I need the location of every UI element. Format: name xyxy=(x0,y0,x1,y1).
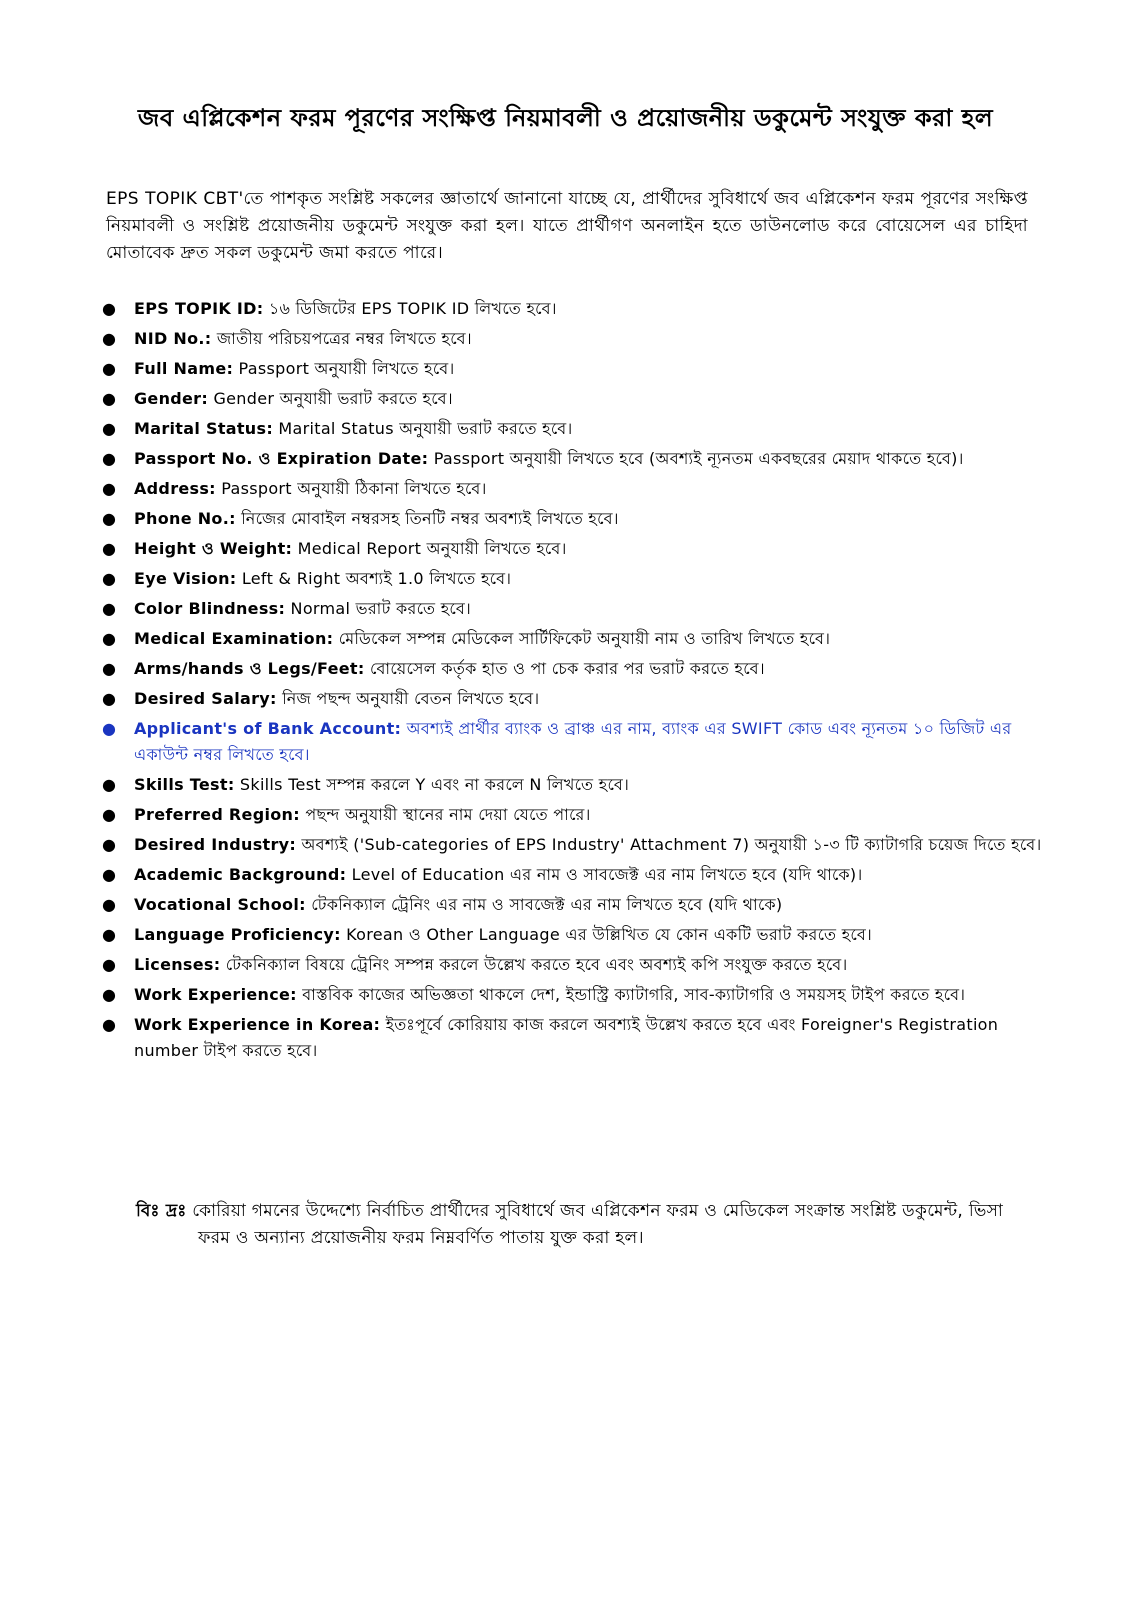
rule-text: Passport অনুযায়ী ঠিকানা লিখতে হবে। xyxy=(215,479,487,498)
rule-label: NID No.: xyxy=(134,329,212,348)
rule-item xyxy=(102,506,1052,532)
note-label: বিঃ দ্রঃ xyxy=(136,1201,187,1221)
rule-label: Marital Status: xyxy=(134,419,274,438)
rule-label: Phone No.: xyxy=(134,509,236,528)
rule-label: Licenses: xyxy=(134,955,221,974)
rule-text: অবশ্যই প্রার্থীর ব্যাংক ও ব্রাঞ্চ এর নাম, ব্যাংক এর SWIFT কোড এবং ন্যূনতম ১০ ডিজিট এর একাউন্ট নম্বর লিখতে হবে। xyxy=(134,719,1012,764)
rule-item xyxy=(102,716,1052,768)
rule-item xyxy=(102,922,1052,948)
rule-item xyxy=(102,416,1052,442)
bullet-icon: ● xyxy=(102,895,117,914)
rule-item xyxy=(102,862,1052,888)
rule-item xyxy=(102,566,1052,592)
rule-label: Applicant's of Bank Account: xyxy=(134,719,402,738)
rule-item xyxy=(102,1012,1052,1064)
rule-text: Skills Test সম্পন্ন করলে Y এবং না করলে N লিখতে হবে। xyxy=(234,775,630,794)
rule-text: Level of Education এর নাম ও সাবজেক্ট এর নাম লিখতে হবে (যদি থাকে)। xyxy=(346,865,863,884)
rule-item xyxy=(102,386,1052,412)
rule-text: Gender অনুযায়ী ভরাট করতে হবে। xyxy=(208,389,453,408)
bullet-icon: ● xyxy=(102,299,117,318)
rule-label: Gender: xyxy=(134,389,209,408)
rule-label: Eye Vision: xyxy=(134,569,237,588)
rule-label: EPS TOPIK ID: xyxy=(134,299,264,318)
rule-text: অবশ্যই ('Sub-categories of EPS Industry' Attachment 7) অনুযায়ী ১-৩ টি ক্যাটাগরি চয়েজ দিতে হবে। xyxy=(296,835,1042,854)
bullet-icon: ● xyxy=(102,569,117,588)
bullet-icon: ● xyxy=(102,479,117,498)
bullet-icon: ● xyxy=(102,389,117,408)
rule-item xyxy=(102,446,1052,472)
rule-item xyxy=(102,982,1052,1008)
rule-text: টেকনিক্যাল ট্রেনিং এর নাম ও সাবজেক্ট এর নাম লিখতে হবে (যদি থাকে) xyxy=(305,895,783,914)
rule-label: Height ও Weight: xyxy=(134,539,293,558)
rule-text: Left & Right অবশ্যই 1.0 লিখতে হবে। xyxy=(236,569,512,588)
rules-list xyxy=(102,296,1052,1068)
rule-label: Full Name: xyxy=(134,359,234,378)
bullet-icon: ● xyxy=(102,1015,117,1034)
rule-label: Address: xyxy=(134,479,216,498)
bullet-icon: ● xyxy=(102,539,117,558)
rule-label: Vocational School: xyxy=(134,895,306,914)
rule-item xyxy=(102,296,1052,322)
rule-label: Skills Test: xyxy=(134,775,235,794)
rule-text: Passport অনুযায়ী লিখতে হবে (অবশ্যই ন্যূনতম একবছরের মেয়াদ থাকতে হবে)। xyxy=(428,449,964,468)
rule-item xyxy=(102,326,1052,352)
rule-item xyxy=(102,626,1052,652)
rule-item xyxy=(102,772,1052,798)
rule-label: Medical Examination: xyxy=(134,629,334,648)
rule-label: Color Blindness: xyxy=(134,599,286,618)
bullet-icon: ● xyxy=(102,805,117,824)
rule-label: Academic Background: xyxy=(134,865,347,884)
rule-text: নিজ পছন্দ অনুযায়ী বেতন লিখতে হবে। xyxy=(276,689,540,708)
rule-label: Language Proficiency: xyxy=(134,925,341,944)
rule-text: বাস্তবিক কাজের অভিজ্ঞতা থাকলে দেশ, ইন্ডাস্ট্রি ক্যাটাগরি, সাব-ক্যাটাগরি ও সময়সহ টাইপ করতে হবে। xyxy=(296,985,966,1004)
bullet-icon: ● xyxy=(102,659,117,678)
rule-text: টেকনিক্যাল বিষয়ে ট্রেনিং সম্পন্ন করলে উল্লেখ করতে হবে এবং অবশ্যই কপি সংযুক্ত করতে হবে। xyxy=(220,955,848,974)
rule-item xyxy=(102,656,1052,682)
bullet-icon: ● xyxy=(102,835,117,854)
bullet-icon: ● xyxy=(102,925,117,944)
document-title: জব এপ্লিকেশন ফরম পূরণের সংক্ষিপ্ত নিয়মাবলী ও প্রয়োজনীয় ডকুমেন্ট সংযুক্ত করা হল xyxy=(137,104,994,132)
rule-text: Medical Report অনুযায়ী লিখতে হবে। xyxy=(292,539,567,558)
bullet-icon: ● xyxy=(102,509,117,528)
rule-label: Desired Salary: xyxy=(134,689,277,708)
rule-text: বোয়েসেল কর্তৃক হাত ও পা চেক করার পর ভরাট করতে হবে। xyxy=(364,659,765,678)
rule-label: Arms/hands ও Legs/Feet: xyxy=(134,659,365,678)
rule-item xyxy=(102,536,1052,562)
rule-item xyxy=(102,892,1052,918)
bullet-icon: ● xyxy=(102,599,117,618)
rule-text: মেডিকেল সম্পন্ন মেডিকেল সার্টিফিকেট অনুযায়ী নাম ও তারিখ লিখতে হবে। xyxy=(333,629,831,648)
rule-label: Passport No. ও Expiration Date: xyxy=(134,449,429,468)
rule-label: Work Experience in Korea: xyxy=(134,1015,381,1034)
rule-text: Normal ভরাট করতে হবে। xyxy=(285,599,472,618)
rule-text: ইতঃপূর্বে কোরিয়ায় কাজ করলে অবশ্যই উল্লেখ করতে হবে এবং Foreigner's Registration number টাইপ করতে হবে। xyxy=(134,1015,999,1060)
rule-item xyxy=(102,686,1052,712)
rule-label: Preferred Region: xyxy=(134,805,300,824)
rule-text: পছন্দ অনুযায়ী স্থানের নাম দেয়া যেতে পারে। xyxy=(299,805,591,824)
rule-text: জাতীয় পরিচয়পত্রের নম্বর লিখতে হবে। xyxy=(211,329,472,348)
rule-item xyxy=(102,596,1052,622)
rule-item xyxy=(102,476,1052,502)
rule-text: ১৬ ডিজিটের EPS TOPIK ID লিখতে হবে। xyxy=(263,299,557,318)
rule-item xyxy=(102,832,1052,858)
bullet-icon: ● xyxy=(102,629,117,648)
rule-text: Korean ও Other Language এর উল্লিখিত যে কোন একটি ভরাট করতে হবে। xyxy=(340,925,873,944)
rule-item xyxy=(102,356,1052,382)
bullet-icon: ● xyxy=(102,419,117,438)
bullet-icon: ● xyxy=(102,985,117,1004)
bullet-icon: ● xyxy=(102,955,117,974)
rule-text: Passport অনুযায়ী লিখতে হবে। xyxy=(233,359,455,378)
rule-label: Work Experience: xyxy=(134,985,297,1004)
rule-text: Marital Status অনুযায়ী ভরাট করতে হবে। xyxy=(273,419,573,438)
bullet-icon: ● xyxy=(102,359,117,378)
rule-text: নিজের মোবাইল নম্বরসহ তিনটি নম্বর অবশ্যই লিখতে হবে। xyxy=(235,509,619,528)
bullet-icon: ● xyxy=(102,719,117,738)
note-paragraph xyxy=(136,1198,1018,1252)
note-text: কোরিয়া গমনের উদ্দেশ্যে নির্বাচিত প্রার্থীদের সুবিধার্থে জব এপ্লিকেশন ফরম ও মেডিকেল সংক্রান্ত সংশ্লিষ্ট ডকুমেন্ট, ভিসা ফরম ও অন্যান্য প্রয়োজনীয় ফরম নিম্নবর্ণিত পাতায় যুক্ত করা হল। xyxy=(186,1201,1004,1248)
bullet-icon: ● xyxy=(102,775,117,794)
bullet-icon: ● xyxy=(102,449,117,468)
rule-label: Desired Industry: xyxy=(134,835,297,854)
bullet-icon: ● xyxy=(102,329,117,348)
rule-item xyxy=(102,802,1052,828)
rule-item xyxy=(102,952,1052,978)
bullet-icon: ● xyxy=(102,689,117,708)
bullet-icon: ● xyxy=(102,865,117,884)
intro-paragraph: EPS TOPIK CBT'তে পাশকৃত সংশ্লিষ্ট সকলের জ্ঞাতার্থে জানানো যাচ্ছে যে, প্রার্থীদের সুবিধার্থে জব এপ্লিকেশন ফরম পূরণের সংক্ষিপ্ত নিয়মাবলী ও সংশ্লিষ্ট প্রয়োজনীয় ডকুমেন্ট সংযুক্ত করা হল। যাতে প্রার্থীগণ অনলাইন হতে ডাউনলোড করে বোয়েসেল এর চাহিদা মোতাবেক দ্রুত সকল ডকুমেন্ট জমা করতে পারে। xyxy=(106,189,1028,263)
